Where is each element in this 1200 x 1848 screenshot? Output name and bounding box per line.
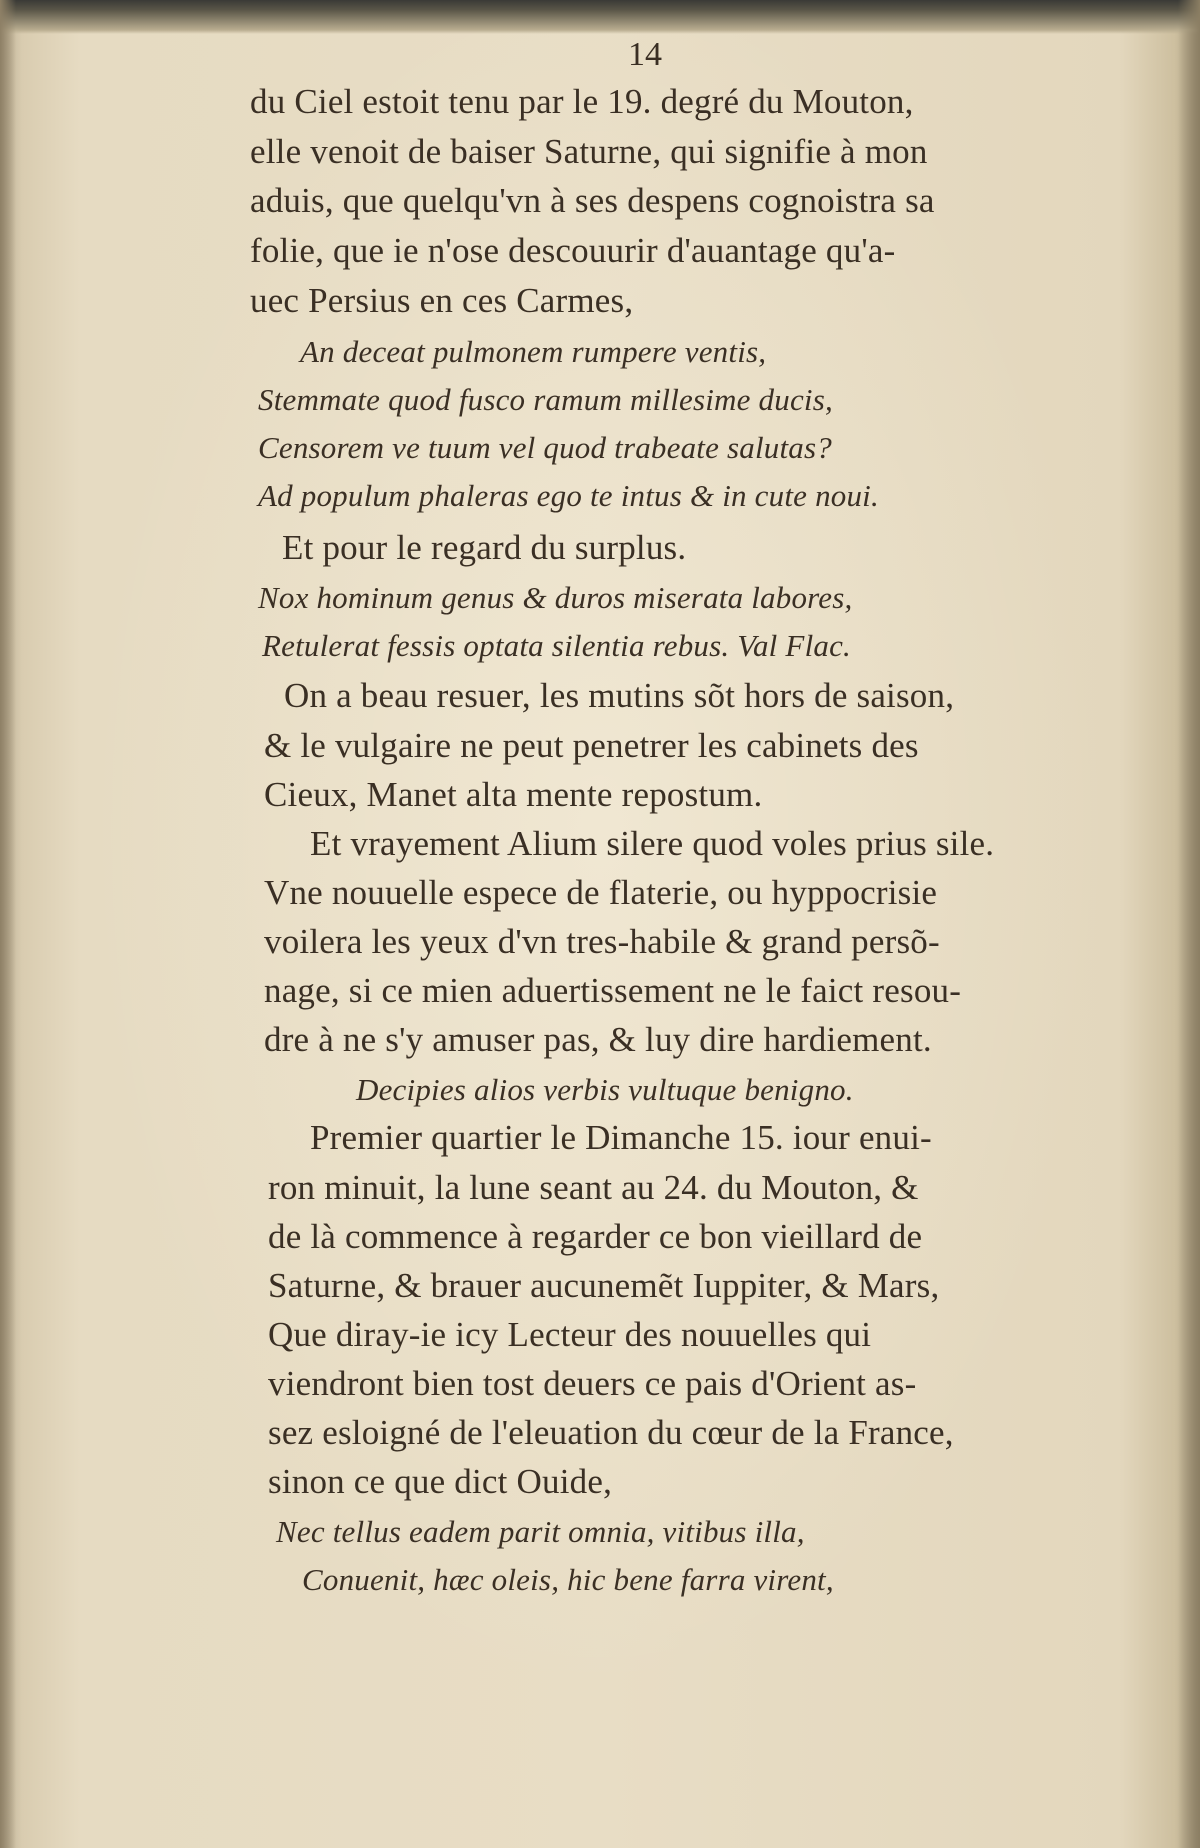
- text-line: On a beau resuer, les mutins sõt hors de saison,: [284, 676, 955, 715]
- text-line: Saturne, & brauer aucunemẽt Iuppiter, & Mars,: [268, 1266, 940, 1305]
- latin-verse-line: Censorem ve tuum vel quod trabeate salutas?: [258, 430, 832, 465]
- latin-verse-line: Decipies alios verbis vultuque benigno.: [356, 1072, 854, 1107]
- text-line: sez esloigné de l'eleuation du cœur de la France,: [268, 1413, 954, 1452]
- latin-verse-line: An deceat pulmonem rumpere ventis,: [300, 334, 767, 369]
- text-line: Et pour le regard du surplus.: [282, 528, 687, 567]
- text-line: sinon ce que dict Ouide,: [268, 1462, 613, 1501]
- page-number: 14: [628, 36, 662, 73]
- text-line: elle venoit de baiser Saturne, qui signifie à mon: [250, 132, 928, 171]
- text-line: du Ciel estoit tenu par le 19. degré du Mouton,: [250, 82, 914, 121]
- text-line: folie, que ie n'ose descouurir d'auantage qu'a-: [250, 231, 896, 270]
- text-line: & le vulgaire ne peut penetrer les cabinets des: [264, 726, 919, 765]
- latin-verse-line: Retulerat fessis optata silentia rebus. Val Flac.: [262, 628, 851, 663]
- text-line: Cieux, Manet alta mente repostum.: [264, 775, 763, 814]
- text-line: aduis, que quelqu'vn à ses despens cognoistra sa: [250, 181, 935, 220]
- text-line: Et vrayement Alium silere quod voles prius sile.: [310, 824, 995, 863]
- text-line: Que diray-ie icy Lecteur des nouuelles qui: [268, 1315, 872, 1354]
- latin-verse-line: Stemmate quod fusco ramum millesime ducis,: [258, 382, 833, 417]
- text-line: voilera les yeux d'vn tres-habile & grand persõ-: [264, 922, 940, 961]
- latin-verse-line: Ad populum phaleras ego te intus & in cute noui.: [258, 478, 879, 513]
- text-line: de là commence à regarder ce bon vieillard de: [268, 1217, 923, 1256]
- text-line: dre à ne s'y amuser pas, & luy dire hardiement.: [264, 1020, 932, 1059]
- text-line: ron minuit, la lune seant au 24. du Mouton, &: [268, 1168, 919, 1207]
- latin-verse-line: Conuenit, hæc oleis, hic bene farra virent,: [302, 1562, 834, 1597]
- text-line: nage, si ce mien aduertissement ne le faict resou-: [264, 971, 962, 1010]
- latin-verse-line: Nec tellus eadem parit omnia, vitibus illa,: [276, 1514, 805, 1549]
- text-line: Premier quartier le Dimanche 15. iour enui-: [310, 1118, 932, 1157]
- text-line: Vne nouuelle espece de flaterie, ou hyppocrisie: [264, 873, 938, 912]
- text-line: uec Persius en ces Carmes,: [250, 281, 634, 320]
- latin-verse-line: Nox hominum genus & duros miserata labores,: [258, 580, 853, 615]
- text-line: viendront bien tost deuers ce pais d'Orient as-: [268, 1364, 917, 1403]
